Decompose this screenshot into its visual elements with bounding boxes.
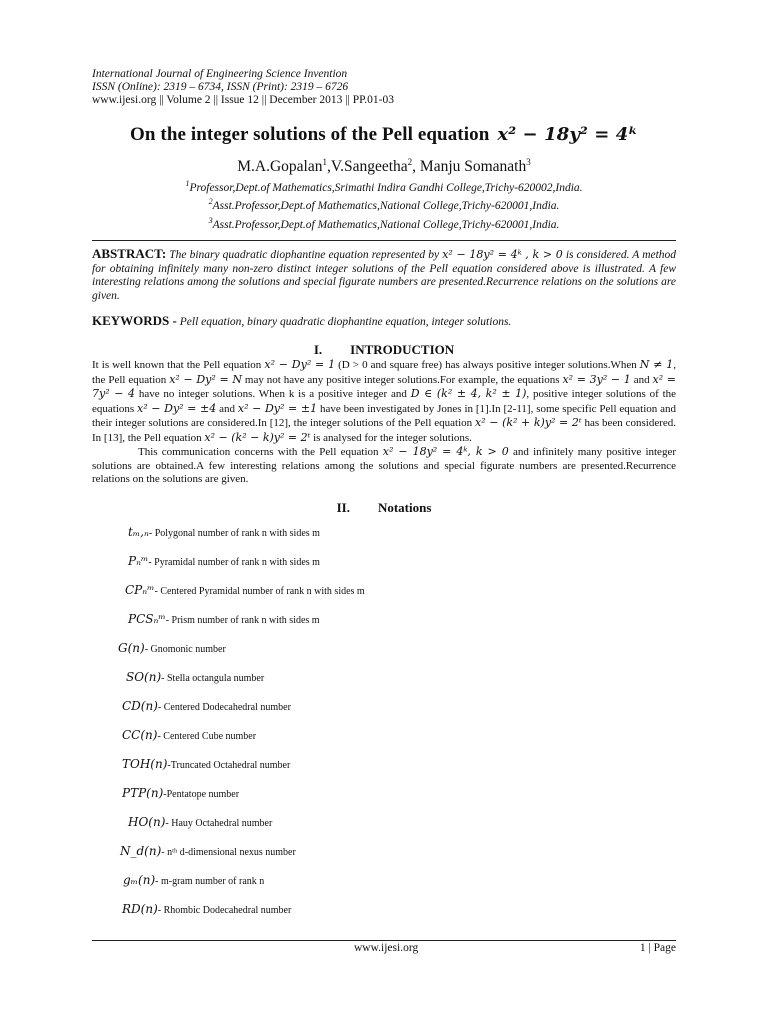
section-heading-notations <box>92 500 676 516</box>
inline-equation: x² = 3y² − 1 <box>562 372 631 386</box>
notation-description: - Gnomonic number <box>144 643 226 655</box>
inline-equation: x² − 18y² = 4ᵏ, k > 0 <box>382 445 509 459</box>
notation-item <box>92 696 676 725</box>
abstract-text-1: The binary quadratic diophantine equation represented by <box>169 249 440 262</box>
affiliation <box>92 214 676 232</box>
inline-equation: x² − Dy² = 1 <box>264 358 336 372</box>
abstract-label: ABSTRACT: <box>92 246 167 262</box>
notation-description: - nᵗʰ d-dimensional nexus number <box>161 846 296 858</box>
notation-item <box>92 522 676 551</box>
section-number: II. <box>336 499 350 515</box>
section-title: Notations <box>377 499 432 515</box>
text-run: and <box>633 373 650 386</box>
inline-equation: x² − Dy² = ±4 <box>137 401 217 415</box>
footer-divider <box>92 940 676 941</box>
notation-symbol: HO(n) <box>128 814 166 829</box>
paper-title-text: On the integer solutions of the Pell equation <box>130 124 490 145</box>
inline-equation: x² − Dy² = N <box>169 372 242 386</box>
author-sup: 1 <box>322 157 327 167</box>
notation-symbol: SO(n) <box>126 669 162 684</box>
notation-symbol: tₘ,ₙ <box>128 524 149 539</box>
keywords <box>92 313 676 329</box>
notation-symbol: CC(n) <box>122 727 158 742</box>
notation-item <box>92 899 676 928</box>
inline-equation: x² = 7y² − 4 <box>92 372 677 401</box>
abstract <box>92 247 676 303</box>
affiliation-text: Asst.Professor,Dept.of Mathematics,National College,Trichy-620001,India. <box>212 218 560 231</box>
notation-symbol: CPₙᵐ <box>125 582 155 597</box>
notation-item <box>92 609 676 638</box>
journal-issue: www.ijesi.org || Volume 2 || Issue 12 || December 2013 || PP.01-03 <box>92 94 394 106</box>
notation-item <box>92 638 676 667</box>
section-heading-introduction <box>92 342 676 358</box>
text-run: have been investigated by Jones in [1].In [2-11], some specific Pell equation and their integer solutions are considered.In [12], the integer solutions of the Pell equation <box>92 402 677 430</box>
author-list: M.A.Gopalan$^1$,V.Sangeetha$^2$, Manju Somanath$^3$ <box>237 157 531 176</box>
notation-symbol: PCSₙᵐ <box>128 611 166 626</box>
author-sup: 3 <box>526 157 531 167</box>
notation-description: - Pyramidal number of rank n with sides m <box>148 556 320 568</box>
notation-item <box>92 667 676 696</box>
journal-name: International Journal of Engineering Science Invention <box>92 68 348 80</box>
inline-equation: x² − (k² − k)y² = 2ᵗ <box>204 430 311 444</box>
inline-equation: N ≠ 1 <box>639 358 674 372</box>
affiliation-text: Professor,Dept.of Mathematics,Srimathi Indira Gandhi College,Trichy-620002,India. <box>189 181 583 194</box>
notation-description: - Prism number of rank n with sides m <box>165 614 320 626</box>
affiliation-sup: 3 <box>208 215 213 225</box>
text-run: It is well known that the Pell equation <box>92 359 262 372</box>
notation-symbol: PTP(n) <box>122 785 164 800</box>
notation-item <box>92 725 676 754</box>
notation-symbol: TOH(n) <box>122 756 168 771</box>
affiliation-sup: 2 <box>208 197 213 207</box>
notation-symbol: Pₙᵐ <box>128 553 149 568</box>
notation-description: - Centered Pyramidal number of rank n with sides m <box>154 585 365 597</box>
footer-site: www.ijesi.org <box>354 942 419 954</box>
notation-symbol: G(n) <box>118 640 145 655</box>
text-run: This communication concerns with the Pell equation <box>138 446 379 459</box>
footer-page-number: 1 | Page <box>639 942 676 954</box>
notation-item <box>92 870 676 899</box>
notation-description: - Centered Dodecahedral number <box>157 701 291 713</box>
notation-symbol: CD(n) <box>122 698 158 713</box>
notation-description: - Rhombic Dodecahedral number <box>157 904 292 916</box>
introduction-body <box>92 358 676 487</box>
text-run: have no integer solutions. When k is a positive integer and <box>138 388 407 401</box>
notation-description: - Stella octangula number <box>161 672 265 684</box>
paragraph <box>92 358 676 445</box>
header-divider <box>92 240 676 241</box>
affiliation-text: Asst.Professor,Dept.of Mathematics,National College,Trichy-620001,India. <box>212 200 560 213</box>
notation-description: - m-gram number of rank n <box>155 875 265 887</box>
notation-symbol: RD(n) <box>122 901 158 916</box>
author-sup: 2 <box>407 157 413 167</box>
inline-equation: D ∈ (k² ± 4, k² ± 1) <box>410 387 527 401</box>
text-run: and infinitely many positive integer solutions are obtained.A few interesting relations among the solutions and special figurate numbers are presented.Recurrence relations on the solutions are given. <box>92 446 676 486</box>
text-run: has been considered. In [13], the Pell equation <box>92 417 677 444</box>
notation-item <box>92 754 676 783</box>
notation-item <box>92 841 676 870</box>
notation-description: -Pentatope number <box>163 788 240 800</box>
author-name: M.A.Gopalan <box>237 158 323 176</box>
journal-issn: ISSN (Online): 2319 – 6734, ISSN (Print): 2319 – 6726 <box>92 81 349 93</box>
affiliations <box>92 177 676 232</box>
text-run: , positive integer solutions of the equations <box>92 388 677 415</box>
paper-title <box>92 124 676 146</box>
affiliation <box>92 195 676 213</box>
notation-item <box>92 783 676 812</box>
notation-item <box>92 551 676 580</box>
affiliation-sup: 1 <box>185 179 190 189</box>
author-name: V.Sangeetha <box>330 158 408 176</box>
section-number: I. <box>313 342 323 358</box>
inline-equation: x² − Dy² = ±1 <box>237 401 318 415</box>
author-name: Manju Somanath <box>419 158 527 176</box>
text-run: , the Pell equation <box>92 359 677 386</box>
notation-symbol: N_d(n) <box>120 843 162 858</box>
notation-list <box>92 522 676 928</box>
paper-page <box>92 68 676 928</box>
notation-description: - Polygonal number of rank n with sides m <box>148 527 320 539</box>
affiliation <box>92 177 676 195</box>
abstract-equation: x² − 18y² = 4ᵏ , k > 0 <box>442 248 563 262</box>
keywords-text: Pell equation, binary quadratic diophantine equation, integer solutions. <box>179 316 512 329</box>
paragraph <box>92 445 676 487</box>
abstract-text-2: is considered. A method for obtaining infinitely many non-zero distinct integer solutions of the Pell equation considered above is illustrated. A few interesting relations among the solutions and special figurate numbers are presented.Recurrence relations on the solutions are given. <box>92 249 677 302</box>
notation-description: - Centered Cube number <box>157 730 257 742</box>
section-title: INTRODUCTION <box>350 342 455 358</box>
notation-item <box>92 580 676 609</box>
notation-description: -Truncated Octahedral number <box>167 759 291 771</box>
text-run: may not have any positive integer solutions.For example, the equations <box>244 373 560 386</box>
inline-equation: x² − (k² + k)y² = 2ᵗ <box>475 416 582 430</box>
text-run: and <box>219 402 236 415</box>
notation-symbol: gₘ(n) <box>123 872 156 887</box>
notation-item <box>92 812 676 841</box>
notation-description: - Hauy Octahedral number <box>165 817 273 829</box>
paper-title-equation: x² − 18y² = 4ᵏ <box>497 124 638 145</box>
text-run: (D > 0 and square free) has always positive integer solutions.When <box>338 359 637 372</box>
journal-header <box>92 68 676 107</box>
text-run: is analysed for the integer solutions. <box>313 431 472 444</box>
keywords-label: KEYWORDS - <box>92 313 177 329</box>
